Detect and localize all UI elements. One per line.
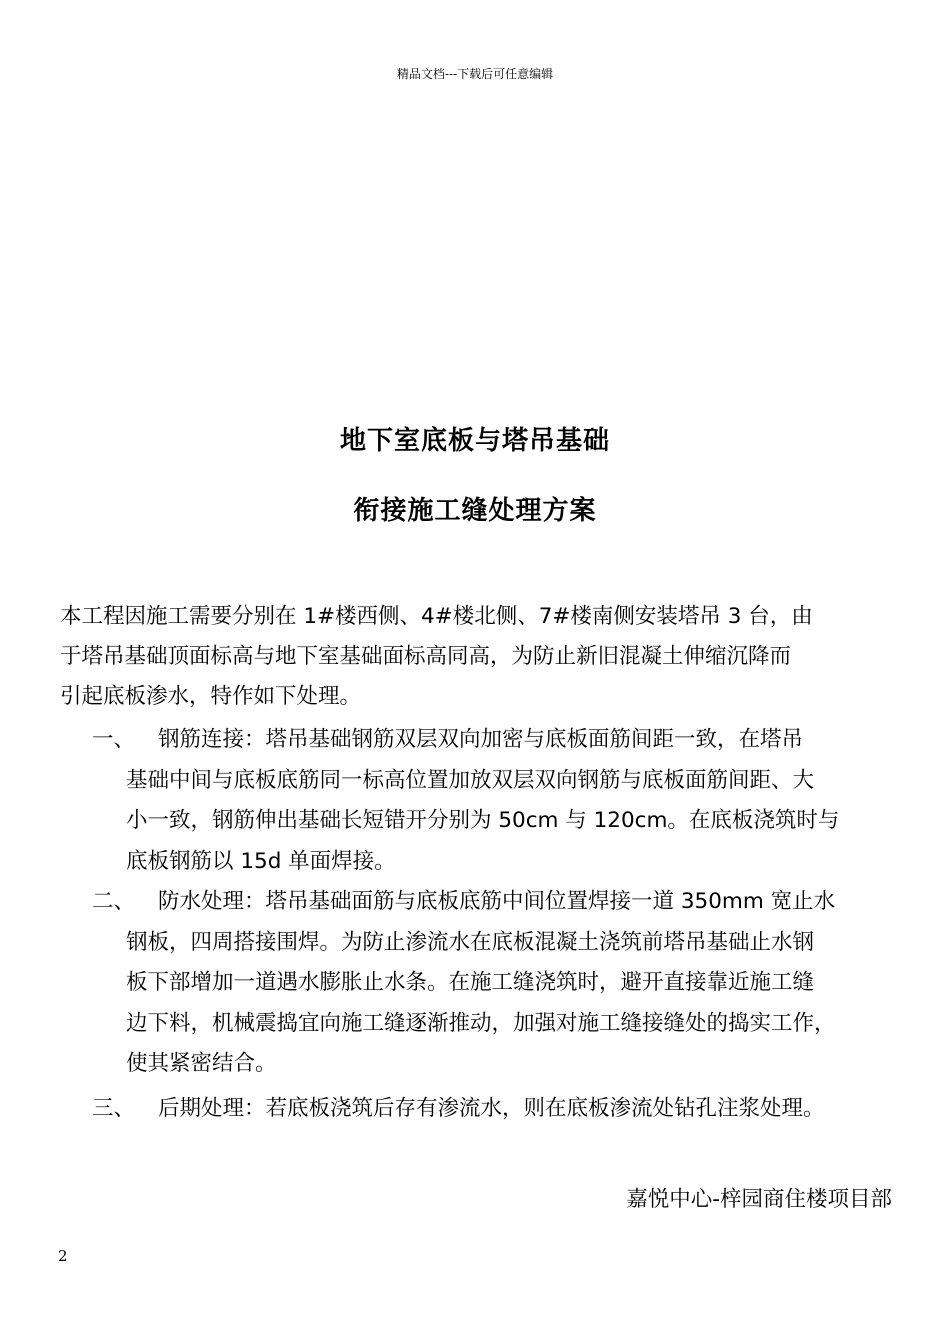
list-item-number: 二、	[92, 889, 136, 914]
list-item-line: 钢筋连接：塔吊基础钢筋双层双向加密与底板面筋间距一致，在塔吊	[158, 727, 804, 752]
list-item-line: 防水处理：塔吊基础面筋与底板底筋中间位置焊接一道 350mm 宽止水	[158, 889, 836, 914]
signature: 嘉悦中心-梓园商住楼项目部	[626, 1187, 892, 1212]
document-title-line-1: 地下室底板与塔吊基础	[339, 426, 610, 456]
intro-line: 于塔吊基础顶面标高与地下室基础面标高同高，为防止新旧混凝土伸缩沉降而	[60, 644, 792, 669]
page-header: 精品文档---下载后可任意编辑	[396, 67, 554, 81]
list-item-line: 小一致，钢筋伸出基础长短错开分别为 50cm 与 120cm。在底板浇筑时与	[126, 808, 840, 833]
list-item-line: 板下部增加一道遇水膨胀止水条。在施工缝浇筑时，避开直接靠近施工缝	[126, 970, 815, 995]
intro-line: 本工程因施工需要分别在 1#楼西侧、4#楼北侧、7#楼南侧安装塔吊 3 台，由	[60, 604, 813, 629]
intro-line: 引起底板渗水，特作如下处理。	[60, 684, 362, 709]
list-item-number: 三、	[92, 1096, 136, 1121]
list-item-line: 使其紧密结合。	[126, 1051, 277, 1076]
list-item-line: 后期处理：若底板浇筑后存有渗流水，则在底板渗流处钻孔注浆处理。	[158, 1096, 825, 1121]
document-title-line-2: 衔接施工缝处理方案	[353, 496, 597, 526]
list-item-number: 一、	[92, 727, 136, 752]
list-item-line: 钢板，四周搭接围焊。为防止渗流水在底板混凝土浇筑前塔吊基础止水钢	[126, 929, 815, 955]
list-item-line: 基础中间与底板底筋同一标高位置加放双层双向钢筋与底板面筋间距、大	[126, 767, 815, 793]
list-item-line: 边下料，机械震捣宜向施工缝逐渐推动，加强对施工缝接缝处的捣实工作，	[126, 1010, 836, 1036]
list-item-line: 底板钢筋以 15d 单面焊接。	[126, 848, 396, 874]
intro-paragraph	[60, 597, 813, 717]
page-number: 2	[58, 1247, 68, 1265]
